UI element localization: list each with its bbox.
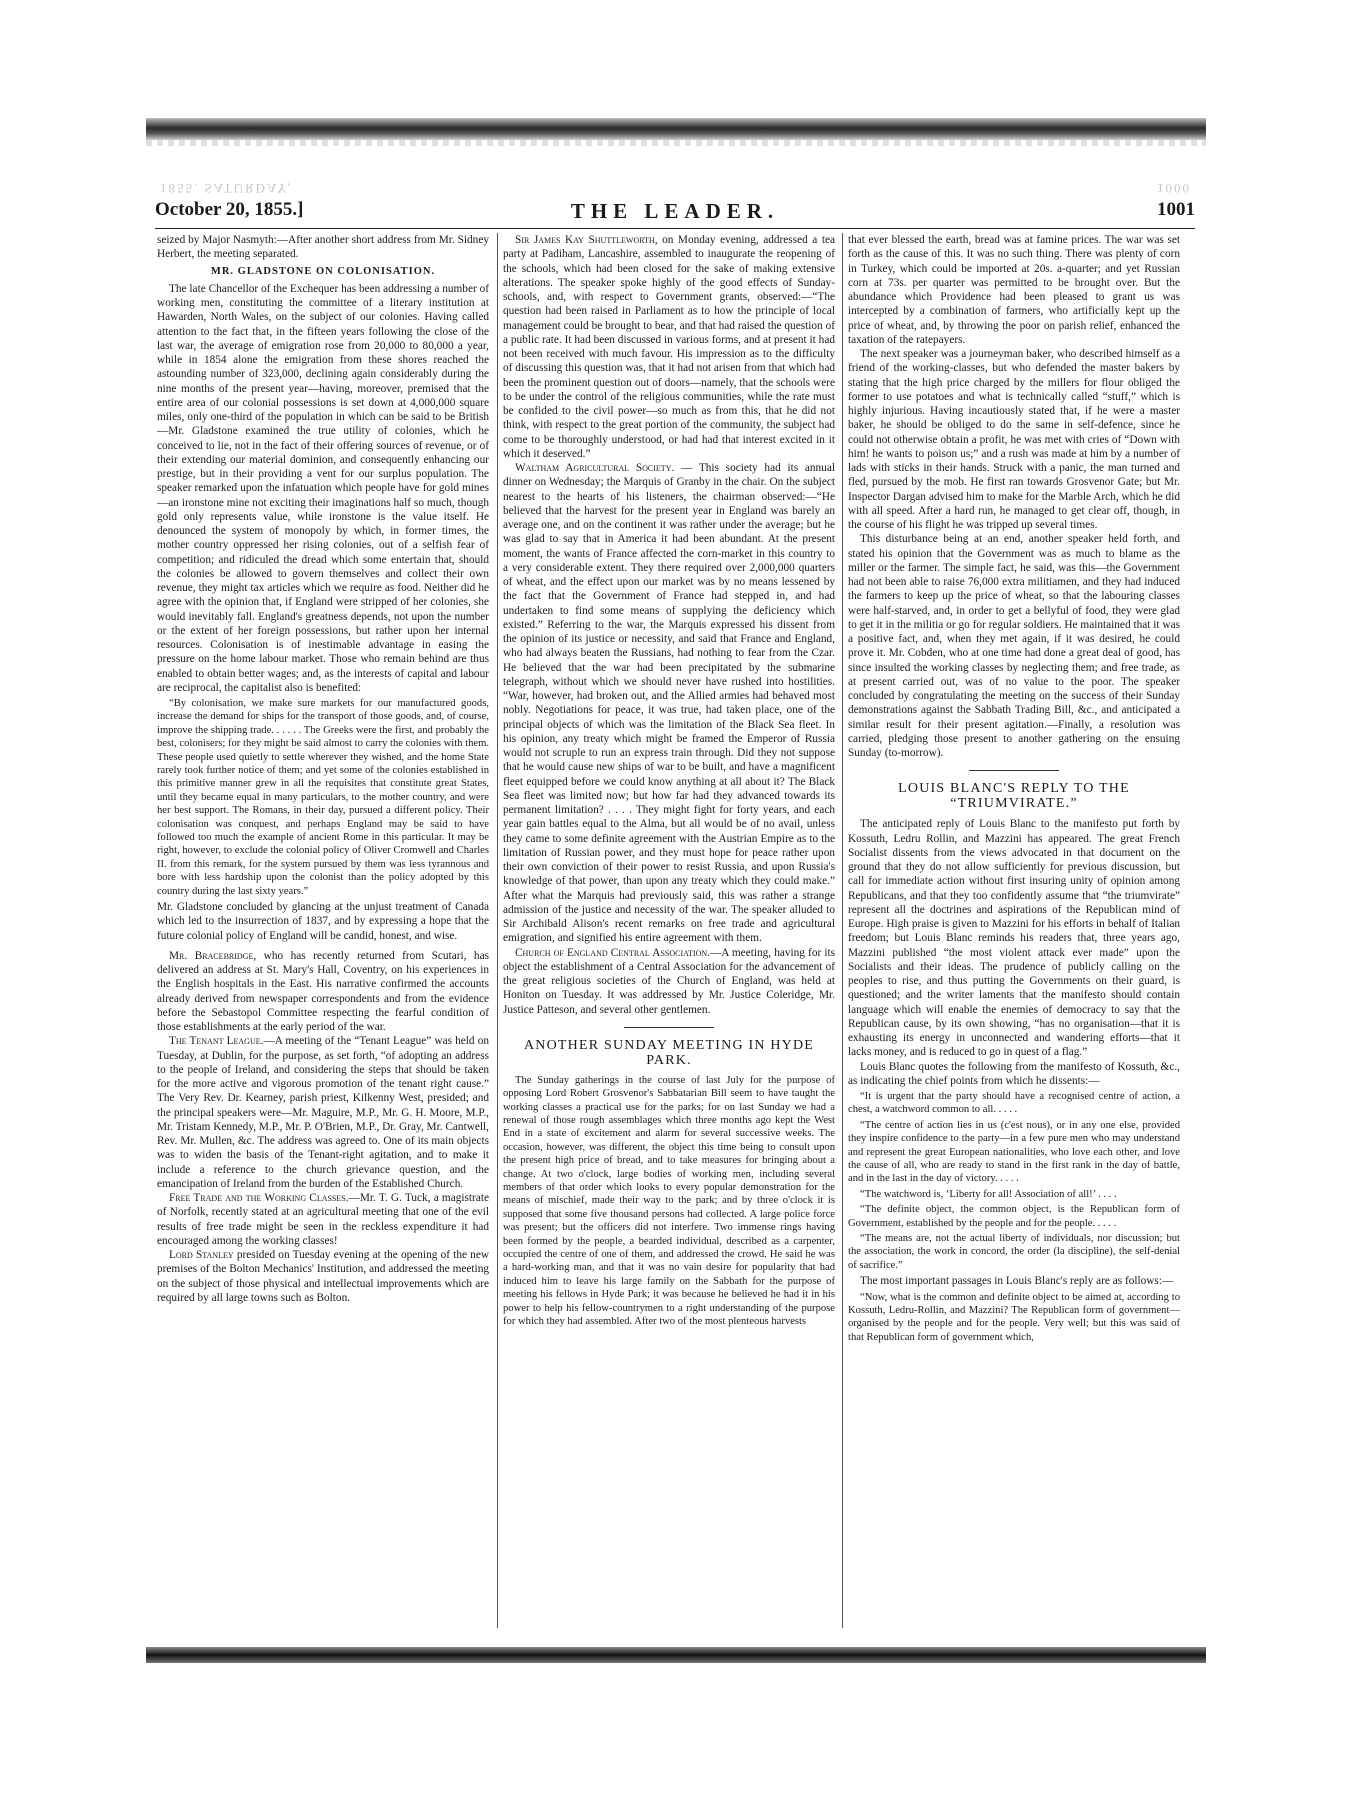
quotation: “The definite object, the common object, is the Republican form of Government, established by the people and for the people. . . . . [848, 1204, 1180, 1229]
header-rule [155, 228, 1195, 229]
news-item [157, 949, 489, 1035]
item-lead: Free Trade and the Working Classes. [169, 1192, 349, 1205]
section-heading: MR. GLADSTONE ON COLONISATION. [210, 265, 436, 277]
scan-top-band [146, 118, 1206, 140]
quotation: “The watchword is, ‘Liberty for all! Association of all!’ . . . . [860, 1188, 1117, 1200]
masthead-title: THE LEADER. [570, 199, 780, 223]
article-paragraph: that ever blessed the earth, bread was at famine prices. The war was set forth as the cause of this. It was no such thing. There was plenty of corn in Turkey, which could be imported at 20s. a-quarter; and yet Russian corn at 73s. per quarter was permitted to be brought over. But the abundance which Providence had been pleased to grant us was intercepted by a combination of farmers, who artificially kept up the price of wheat, and, by throwing the poor on parish relief, enhanced the taxation of the ratepayers. [848, 234, 1180, 346]
quotation: “The means are, not the actual liberty of individuals, nor discussion; but the association, the work in concord, the order (la discipline), the self-denial of sacrifice.” [848, 1233, 1180, 1271]
item-lead: The Tenant League. [169, 1035, 264, 1048]
news-item [157, 1248, 489, 1305]
article-paragraph: Mr. Gladstone concluded by glancing at the unjust treatment of Canada which led to the insurrection of 1837, and by expressing a hope that the future colonial policy of England will be candid, honest, and wise. [157, 901, 489, 942]
news-item [503, 233, 835, 461]
item-lead: Church of England Central Association. [515, 946, 710, 959]
issue-date: October 20, 1855.] [155, 199, 304, 220]
article-paragraph: The late Chancellor of the Exchequer has been addressing a number of working men, constituting the committee of a literary institution at Hawarden, North Wales, on the subject of our colonies. Having called attention to the fact that, in the fifteen years following the close of the last war, the average of emigration rose from 20,000 to 80,000 a year, while in 1854 alone the emigration from these shores reached the astounding number of 323,000, declining again considerably during the nine months of the present year—having, moreover, premised that the entire area of our colonial possessions is set down at 4,000,000 square miles, only one-third of the population in which can be said to be British—Mr. Gladstone examined the true utility of colonies, which he conceived to lie, not in the fact of their offering sources of revenue, or of their extending our material dominion, and consequently enhancing our prestige, but in their providing a vent for our surplus population. The speaker remarked upon the infatuation which people have for gold mines—an ironstone mine not exciting their imaginations half so much, though gold only represents value, while ironstone is the value itself. He denounced the system of monopoly by which, in former times, the mother country oppressed her rising colonies, out of a selfish fear of competition; and ridiculed the dread which some entertain that, should the colonies be allowed to govern themselves and collect their own revenue, they might tax articles which we require as food. Neither did he agree with the opinion that, if England were stripped of her colonies, she would inevitably fall. England's greatness depends, not upon the number or the extent of her foreign possessions, but rather upon her internal resources. Colonisation is of inestimable advantage in easing the pressure on the home labour market. Those who remain behind are thus enabled to obtain better wages; and, as the interests of capital and labour are reciprocal, the capitalist also is benefited: [157, 282, 489, 694]
column-3 [848, 233, 1180, 1628]
item-lead: Mr. Bracebridge, [169, 949, 257, 962]
item-text: presided on Tuesday evening at the opening of the new premises of the Bolton Mechanics' Institution, and addressed the meeting on the subject of those physical and intellectual improvements which are required by all large towns such as Bolton. [157, 1249, 489, 1304]
article-paragraph: Louis Blanc quotes the following from the manifesto of Kossuth, &c., as indicating the chief points from which he dissents:— [848, 1060, 1180, 1087]
column-divider [497, 233, 498, 1628]
item-text: —A meeting, having for its object the establishment of a Central Association for the advancement of the great religious societies of the Church of England, was held at Honiton on Tuesday. It was addressed by Mr. Justice Coleridge, Mr. Justice Patteson, and several other gentlemen. [503, 946, 835, 1016]
quotation: “Now, what is the common and definite object to be aimed at, according to Kossuth, Ledru-Rollin, and Mazzini? The Republican form of government—organised by the people and for the people. Very well; but this was said of that Republican form of government which, [848, 1291, 1180, 1343]
section-divider [969, 770, 1059, 771]
article-paragraph: The Sunday gatherings in the course of last July for the purpose of opposing Lord Robert Grosvenor's Sabbatarian Bill seem to have taught the working classes a practical use for the parks; for on last Sunday we had a renewal of those rough assemblages which three months ago kept the West End in a state of excitement and alarm for several successive weeks. The occasion, however, was different, the object this time being to consult upon the present high price of bread, and to take measures for bringing about a change. At two o'clock, large bodies of working men, including several members of that order which looks to every popular demonstration for the means of mischief, made their way to the park; and by three o'clock it is supposed that some five thousand persons had collected. A large police force was present; but the officers did not interfere. Two immense rings having been formed by the people, a bearded individual, described as a carpenter, occupied the centre of one of them, and addressed the crowd. He said he was a hard-working man, and that it was no vain desire for popularity that had induced him to leave his large family on the Sabbath for the purpose of meeting his fellows in Hyde Park; it was because he believed he had it in his power to help his fellow-countrymen to a right understanding of the purpose for which they had assembled. After two of the most plenteous harvests [503, 1074, 835, 1328]
article-paragraph: The anticipated reply of Louis Blanc to the manifesto put forth by Kossuth, Ledru Rollin, and Mazzini has appeared. The great French Socialist dissents from the views advocated in that document on the ground that they do not allow sufficiently for previous discussion, but call for immediate action without first insuring unity of opinion among Republicans, and that they too confidently assume that “the triumvirate” represent all the doctrines and aspirations of the Republican mind of Europe. High praise is given to Mazzini for his efforts in behalf of Italian freedom; but Louis Blanc reminds his readers that, three years ago, Mazzini published “the most violent attack ever made” upon the Socialists and their ideas. The prudence of publicly calling on the peoples to rise, and thus putting the Governments on their guard, is questioned; and the writer laments that the manifesto should contain language which will enable the enemies of democracy to say that the Republican cause, by its own showing, “has no organisation—that it is exhausting its energy in unconnected and wandering efforts—that it lacks money, and is reduced to go in quest of a flag.” [848, 818, 1180, 1059]
news-item [157, 1034, 489, 1191]
page-header [155, 199, 1195, 223]
item-text: on Monday evening, addressed a tea party at Padiham, Lancashire, assembled to inaugurate the reopening of the schools, which had been closed for the sake of making extensive alterations. The speaker spoke highly of the good effects of Sunday-schools, and, with respect to Government grants, observed:—“The question had been raised in Parliament as to how the principle of local management could be brought to bear, and that had raised the question of a public rate. It had been discussed in various forms, and at present it had not been received with much favour. His impression as to the difficulty of discussing this question was, that it had not arisen from that which had been the prominent question out of doors—namely, that the schools were to be under the control of the religious communities, while the rate must be confided to the civil power—so much as from this, that he did not think, with respect to the great portion of the community, the subject had come to be thoroughly understood, or had had that interest excited in it which it deserved.” [503, 234, 835, 460]
item-text: —Mr. T. G. Tuck, a magistrate of Norfolk, recently stated at an agricultural meeting that one of the evil results of free trade might be seen in the reckless expenditure it had encouraged among the working classes! [157, 1192, 489, 1247]
article-paragraph: This disturbance being at an end, another speaker held forth, and stated his opinion that the Government was as much to blame as the miller or the farmer. The simple fact, he said, was this—the Government had not been able to raise 76,000 extra militiamen, and they had induced the farmers to keep up the price of wheat, so that the labouring classes were half-starved, and, in order to get a bellyful of food, they were glad to get it in the militia or go for regular soldiers. He maintained that it was a positive fact, and, when they met again, if it was desired, he could prove it. Mr. Cobden, who at one time had done a great deal of good, has since insulted the working classes by neglecting them; and free trade, as at present carried out, was of no value to the poor. The speaker concluded by congratulating the meeting on the success of their Sunday demonstrations against the Sabbath Trading Bill, &c., and anticipated a similar result for their present agitation.—Finally, a resolution was carried, pledging those present to another gathering on the ensuing Sunday (to-morrow). [848, 533, 1180, 759]
item-text: who has recently returned from Scutari, has delivered an address at St. Mary's Hall, Coventry, on his experiences in the English hospitals in the East. His narrative confirmed the accounts already derived from newspaper correspondents and from the evidence before the Sebastopol Committee respecting the fearful condition of those establishments at the early period of the war. [157, 949, 489, 1034]
column-divider [842, 233, 843, 1628]
scan-top-band-speckle [146, 140, 1206, 146]
news-item [503, 461, 835, 946]
scan-bottom-band [146, 1647, 1206, 1663]
quotation: “The centre of action lies in us (c'est nous), or in any one else, provided they inspire confidence to the party—in a few pure men who may understand and represent the great European nationalities, who love each other, and love the cause of all, who are ready to stand in the first rank in the day of battle, and in the last in the day of victory. . . . . [848, 1119, 1180, 1185]
article-fragment: seized by Major Nasmyth:—After another short address from Mr. Sidney Herbert, the meeting separated. [157, 234, 489, 261]
column-1 [157, 233, 489, 1628]
article-paragraph: The next speaker was a journeyman baker, who described himself as a friend of the working-classes, but who defended the master bakers by stating that the high price charged by the millers for flour obliged the former to use potatoes and what is technically called “stuff,” which is highly injurious. Having incautiously stated that, if he were a master baker, he should be obliged to do the same in self-defence, since he could not otherwise obtain a profit, he was met with cries of “Down with him! he wants to poison us;” and a rush was made at him by a number of lads with sticks in their hands. Struck with a panic, the man turned and fled, pursued by the mob. He first ran towards Grosvenor Gate; but Mr. Inspector Dargan advised him to make for the Marble Arch, which he did with all speed. After a hard run, he managed to get clear off, though, in the course of his flight he was tripped up several times. [848, 348, 1180, 531]
bleed-through-text-left: 1855. SATURDAY, [160, 181, 293, 196]
item-text: — This society had its annual dinner on Wednesday; the Marquis of Granby in the chair. On the subject nearest to the hearts of his listeners, the chairman observed:—“He believed that the harvest for the present year in England was barely an average one, and on the continent it was rather under the average; but he was glad to say that in America it had been abundant. At the present moment, the wants of France affected the corn-market in this country to a very considerable extent. They there required over 2,000,000 quarters of wheat, and the effect upon our market was by no means lessened by the fact that the Government of France had stepped in, and had undertaken to find some means of supplying the deficiency which existed.” Referring to the war, the Marquis expressed his dissent from the opinion of its justice or necessity, and said that France and England, who had always beaten the Russians, had nothing to fear from the Czar. He believed that the war had been precipitated by the submarine telegraph, without which we should never have rushed into hostilities. “War, however, had broken out, and the Allied armies had behaved most nobly. Negotiations for peace, it was true, had taken place, one of the principal objects of which was the limitation of the Black Sea fleet. In his opinion, any treaty which might be framed the Emperor of Russia would not scruple to run an express train through. Did they not suppose that he would cause new ships of war to be built, and have a magnificent fleet equipped before we could know anything at all about it? The Black Sea fleet was limited now; but how far had they advanced towards its permanent limitation? . . . . They might fight for forty years, and each year gain battles equal to the Alma, but all would be of no avail, unless they came to some definite agreement with the Austrian Empire as to the limitation of Russian power, and they must hope for peace rather upon their own conviction of their power to resist Russia, and upon Russia's knowledge of that power, than upon any treaty which they could make.” After what the Marquis had previously said, this was rather a strange admission of the justice and necessity of the war. The speaker alluded to Sir Archibald Alison's recent remarks on free trade and agricultural emigration, and signified his entire agreement with them. [503, 462, 835, 945]
column-2 [503, 233, 835, 1628]
article-paragraph: The most important passages in Louis Blanc's reply are as follows:— [860, 1275, 1174, 1288]
quotation: “By colonisation, we make sure markets for our manufactured goods, increase the demand for ships for the transport of those goods, and, of course, improve the shipping trade. . . . . . The Greeks were the first, and probably the best, colonisers; for they might be said almost to carry the colonies with them. These people used quietly to settle wherever they wished, and the home State rarely took further notice of them; and yet some of the colonies established in this primitive manner grew in all the requisites that constitute great States, until they became equal in many particulars, to the mother country, and were her best support. The Romans, in their day, pursued a different policy. Their colonisation was conquest, and perhaps England may be said to have followed too much the example of ancient Rome in this particular. It may be right, however, to exclude the colonial policy of Oliver Cromwell and Charles II. from this remark, for the system pursued by them was less tyrannous and bore with less hardship upon the colonist than the policy adopted by this country during the last sixty years.” [157, 698, 489, 897]
item-lead: Lord Stanley [169, 1249, 234, 1262]
item-lead: Sir James Kay Shuttleworth, [515, 234, 658, 246]
bleed-through-text-right: 1000 [1157, 181, 1191, 196]
quotation: “It is urgent that the party should have a recognised centre of action, a chest, a watchword common to all. . . . . [848, 1091, 1180, 1116]
news-item [503, 946, 835, 1017]
article-heading: LOUIS BLANC'S REPLY TO THE “TRIUMVIRATE.” [898, 781, 1130, 812]
item-text: —A meeting of the “Tenant League” was held on Tuesday, at Dublin, for the purpose, as set forth, “of adopting an address to the people of Ireland, and considering the steps that should be taken for the more active and vigorous promotion of the tenant right cause.” The Very Rev. Dr. Kearney, parish priest, Kilkenny West, presided; and the principal speakers were—Mr. Maguire, M.P., Mr. G. H. Moore, M.P., Mr. Tristam Kennedy, M.P., Mr. P. O'Brien, M.P., Dr. Gray, Mr. Cantwell, Rev. Mr. Mullen, &c. The address was agreed to. One of its main objects was to widen the basis of the Tenant-right agitation, and to make it include a reference to the church grievance question, and the emancipation of Ireland from the burden of the Established Church. [157, 1035, 489, 1190]
section-divider [624, 1027, 714, 1028]
page-number: 1001 [1157, 199, 1195, 220]
article-heading: ANOTHER SUNDAY MEETING IN HYDE PARK. [523, 1037, 815, 1068]
item-lead: Waltham Agricultural Society. [515, 462, 675, 474]
news-item [157, 1191, 489, 1248]
